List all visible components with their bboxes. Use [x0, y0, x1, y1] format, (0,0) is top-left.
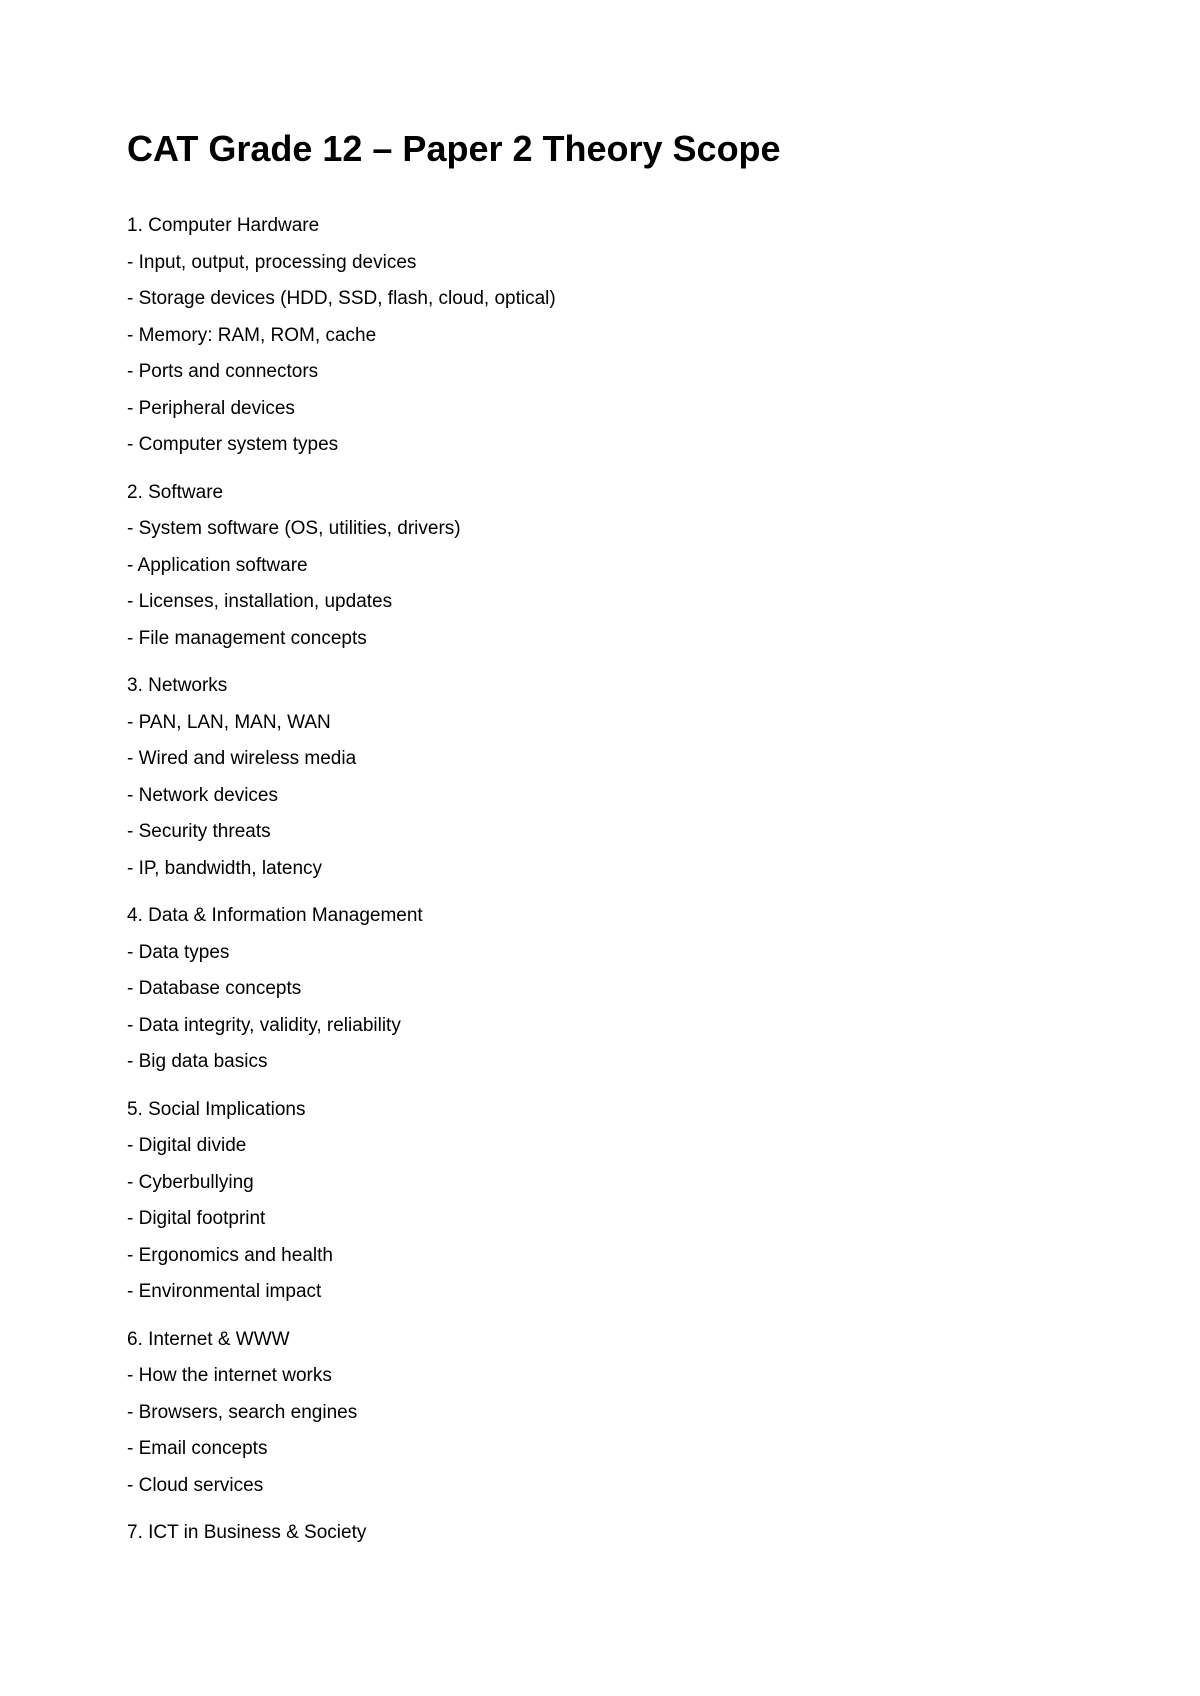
list-item: - Network devices: [127, 784, 278, 806]
list-item: - Storage devices (HDD, SSD, flash, cloud, optical): [127, 288, 556, 309]
list-item: - Environmental impact: [127, 1281, 322, 1302]
section-list: [127, 208, 1200, 1552]
section-item-list: [127, 1358, 1200, 1504]
section: [127, 208, 1200, 464]
list-item: - IP, bandwidth, latency: [127, 857, 323, 879]
list-item: - Digital footprint: [127, 1208, 266, 1229]
section: [127, 1515, 1200, 1552]
list-item: - Ports and connectors: [127, 361, 319, 382]
section-item-list: [127, 935, 1200, 1081]
section-heading: 5. Social Implications: [127, 1098, 306, 1120]
section: [127, 475, 1200, 658]
list-item: - Peripheral devices: [127, 397, 295, 419]
document-title: CAT Grade 12 – Paper 2 Theory Scope: [127, 128, 781, 169]
list-item: - Wired and wireless media: [127, 748, 357, 769]
list-item: - Cloud services: [127, 1474, 264, 1496]
list-item: - Cyberbullying: [127, 1171, 254, 1193]
section: [127, 898, 1200, 1081]
section-heading: 6. Internet & WWW: [127, 1328, 290, 1350]
list-item: - Data integrity, validity, reliability: [127, 1014, 401, 1036]
list-item: - Memory: RAM, ROM, cache: [127, 324, 377, 346]
section-heading: 4. Data & Information Management: [127, 905, 423, 926]
section-item-list: [127, 1128, 1200, 1311]
section-item-list: [127, 511, 1200, 657]
list-item: - Email concepts: [127, 1438, 268, 1459]
list-item: - PAN, LAN, MAN, WAN: [127, 711, 331, 733]
list-item: - Digital divide: [127, 1135, 247, 1156]
list-item: - Application software: [127, 554, 308, 576]
list-item: - Security threats: [127, 821, 271, 842]
list-item: - Browsers, search engines: [127, 1401, 358, 1423]
section-heading: 3. Networks: [127, 675, 228, 696]
list-item: - Computer system types: [127, 434, 339, 455]
section-heading: 2. Software: [127, 481, 224, 503]
list-item: - Input, output, processing devices: [127, 251, 417, 273]
list-item: - Licenses, installation, updates: [127, 591, 393, 612]
section: [127, 1322, 1200, 1505]
list-item: - Ergonomics and health: [127, 1244, 333, 1266]
section-item-list: [127, 245, 1200, 464]
list-item: - System software (OS, utilities, drivers): [127, 518, 461, 539]
section-heading: 7. ICT in Business & Society: [127, 1522, 367, 1543]
list-item: - File management concepts: [127, 627, 367, 649]
list-item: - Database concepts: [127, 978, 302, 999]
list-item: - How the internet works: [127, 1365, 332, 1386]
section: [127, 668, 1200, 887]
list-item: - Big data basics: [127, 1051, 268, 1072]
list-item: - Data types: [127, 941, 230, 963]
section: [127, 1092, 1200, 1311]
section-item-list: [127, 705, 1200, 888]
section-heading: 1. Computer Hardware: [127, 215, 320, 236]
